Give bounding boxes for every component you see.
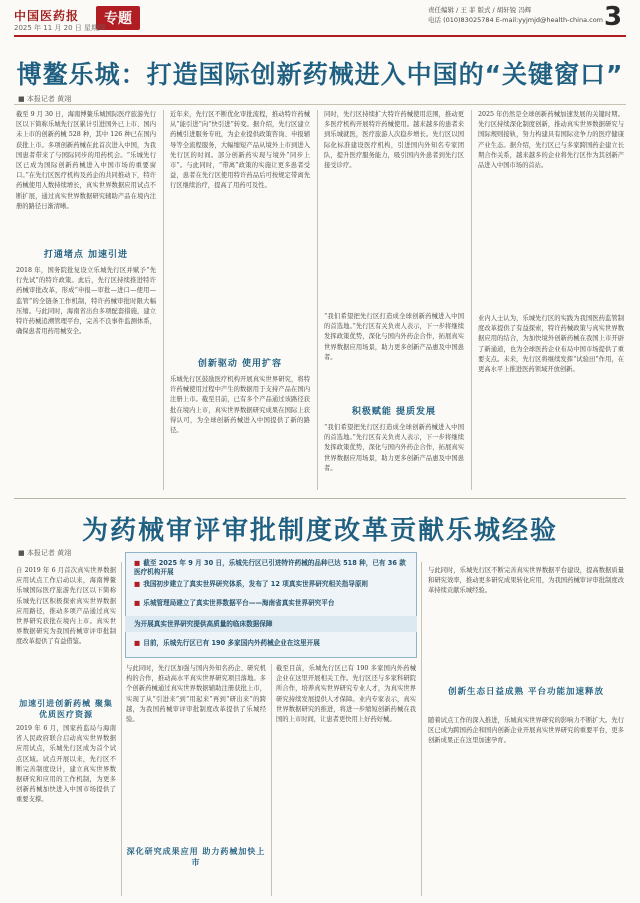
article1-subhead2: 创新驱动 使用扩容 [197, 359, 283, 369]
masthead [0, 0, 640, 36]
article2-subhead3: 创新生态日益成熟 平台功能加速释放 [448, 687, 604, 697]
article2-col4: 与此同时，乐城先行区不断完善真实世界数据平台建设，提高数据质量和研究效率，推动更多研究成果转化应用，为我国药械审评审批制度改革持续贡献乐城经验。 [428, 567, 624, 595]
page-number: 3 [604, 2, 623, 32]
editor-line: 责任编辑 / 王 菲 版式 / 胡轩锐 冯辉 [428, 6, 532, 14]
highlight-item: ■ 我国初步建立了真实世界研究体系，发布了 12 项真实世界研究相关指导原则 [134, 580, 368, 588]
masthead-rule [14, 35, 626, 37]
issue-date: 2025 年 11 月 20 日 星期四 [14, 24, 105, 32]
highlight-item: 为开展真实世界研究提供高质量的临床数据保障 [134, 620, 273, 628]
article2-col3: 截至目前，乐城先行区已有 190 多家国内外药械企业在这里开展相关工作。先行区还与多家科研院所合作，培养真实世界研究专业人才，为真实世界研究持续发展提供人才保障。业内专家表示，真实世界数据研究的推进，将进一步缩短创新药械在我国的上市时间，让患者更快用上好药好械。 [276, 665, 416, 724]
article1-col1b: 2018 年，国务院批复设立乐城先行区并赋予“先行先试”的特许政策。此后，先行区持续推进特许药械审批改革，形成“申报—审批—进口—使用—监管”的全链条工作机制，特许药械审批时限大幅压缩。与此同时，海南省出台多项配套措施，建立特许药械追溯管理平台，完善不良事件监测体系，确保患者用药用械安全。 [16, 267, 156, 336]
article1-col3: 同时，先行区持续扩大特许药械使用范围，推动更多医疗机构开展特许药械使用。越来越多的患者来到乐城就医，医疗旅游人次稳步增长。先行区以国际化标准建设医疗机构，引进国内外知名专家团队，提升医疗服务能力，吸引国内外患者到先行区接受诊疗。 [324, 111, 464, 170]
bullet-icon: ■ [134, 639, 141, 647]
bullet-icon: ■ [134, 599, 141, 607]
highlight-item: ■ 乐城管理局建立了真实世界数据平台——海南省真实世界研究平台 [134, 599, 335, 607]
article1-col4b: 业内人士认为，乐城先行区的实践为我国医药监管制度改革提供了有益探索，特许药械政策与真实世界数据应用的结合，为加快境外创新药械在我国上市开辟了新通道，也为全球医药企业布局中国市场提供了重要支点。未来，先行区将继续发挥“试验田”作用，在更高水平上推进医药领域开放创新。 [478, 315, 624, 374]
article2-col1: 自 2019 年 6 月首次真实世界数据应用试点工作启动以来，海南博鳌乐城国际医疗旅游先行区以下简称乐城先行区积极探索真实世界数据应用路径，推动多项产品通过真实世界研究获批在境内上市。真实世界数据研究为我国药械审评审批制度改革提供了有益借鉴。 [16, 567, 116, 646]
column-rule [421, 562, 422, 896]
article1-col2b: 乐城先行区鼓励医疗机构开展真实世界研究，将特许药械使用过程中产生的数据用于支持产品在国内注册上市。截至目前，已有多个产品通过该路径获批在境内上市，真实世界数据研究成果在国际上获得认可，为全球创新药械进入中国提供了新的路径。 [170, 376, 310, 435]
column-rule [317, 110, 318, 490]
article1-col4: 2025 年仍然是全球创新药械加速发展的关键时期。先行区持续深化制度创新，推动真实世界数据研究与国际规则接轨，努力构建具有国际竞争力的医疗健康产业生态。据介绍，先行区已与多家跨国药企建立长期合作关系，越来越多的企业将先行区作为其创新产品进入中国市场的首站。 [478, 111, 624, 170]
article1-byline: ■ 本报记者 黄翊 [18, 95, 72, 103]
article1-subhead1: 打通堵点 加速引进 [43, 250, 129, 260]
byline-rule [14, 104, 626, 105]
article2-subhead2: 深化研究成果应用 助力药械加快上市 [126, 847, 266, 867]
column-rule [471, 110, 472, 490]
contact-line: 电话 (010)83025784 E-mail:yyjmjd@health-china.com [428, 16, 603, 24]
article1-col3c: “我们希望把先行区打造成全球创新药械进入中国的首选地。”先行区有关负责人表示，下一步将继续发挥政策优势，深化与国内外药企合作，拓展真实世界数据应用场景，助力更多创新产品惠及中国患者。 [324, 424, 464, 472]
article2-headline: 为药械审评审批制度改革贡献乐城经验 [81, 516, 558, 546]
section-tag: 专题 [96, 6, 140, 30]
article2-col4b: 随着试点工作的深入推进，乐城真实世界研究的影响力不断扩大。先行区已成为跨国药企和国内创新企业开展真实世界研究的重要平台，更多创新成果正在这里加速孕育。 [428, 717, 624, 745]
article1-subhead3: 积极赋能 提质发展 [351, 407, 437, 417]
column-rule [121, 562, 122, 896]
highlight-item: ■ 截至 2025 年 9 月 30 日，乐城先行区已引进特许药械的品种已达 518 种，已有 36 款医疗机构开展 [134, 559, 406, 576]
article2-byline: ■ 本报记者 黄翊 [18, 549, 72, 557]
column-rule [163, 110, 164, 490]
bullet-icon: ■ [134, 559, 141, 567]
article1-col1: 截至 9 月 30 日，海南博鳌乐城国际医疗旅游先行区以下简称乐城先行区累计引进国外已上市、国内未上市的创新药械 528 种，其中 126 种已在国内获批上市。多项创新药械在此首次进入中国，为我国患者带来了与国际同步的用药机会。“乐城先行区已成为国际创新药械进入中国市场的重要窗口。”在先行区医疗机构及药企的共同推动下，特许药械使用人数持续增长，真实世界数据应用试点不断扩展，通过真实世界数据研究辅助产品在境内注册的路径日渐清晰。 [16, 111, 156, 210]
newspaper-logo: 中国医药报 [14, 9, 80, 23]
article2-col2: 与此同时，先行区加强与国内外知名药企、研究机构的合作，推动高水平真实世界研究项目落地。多个创新药械通过真实世界数据辅助注册获批上市，实现了从“引进来”到“用起来”再到“研出来”的跨越，为我国药械审评审批制度改革提供了乐城经验。 [126, 665, 266, 724]
bullet-icon: ■ [134, 580, 141, 588]
editor-info [428, 5, 603, 25]
highlight-item: ■ 目前，乐城先行区已有 190 多家国内外药械企业在这里开展 [134, 639, 320, 647]
article1-headline: 博鳌乐城：打造国际创新药械进入中国的“关键窗口” [16, 60, 624, 89]
article-separator [14, 498, 626, 499]
highlights-box [125, 552, 417, 658]
article1-col3b: “我们希望把先行区打造成全球创新药械进入中国的首选地。”先行区有关负责人表示，下一步将继续发挥政策优势，深化与国内外药企合作，拓展真实世界数据应用场景，助力更多创新产品惠及中国患者。 [324, 313, 464, 361]
article2-col1b: 2019 年 6 月，国家药监局与海南省人民政府联合启动真实世界数据应用试点，乐城先行区成为首个试点区域。试点开展以来，先行区不断完善制度设计，建立真实世界数据研究和应用的工作机制，为更多创新药械加快进入中国市场提供了重要支撑。 [16, 725, 116, 804]
article1-col2: 近年来，先行区不断优化审批流程，推动特许药械从“能引进”向“快引进”转变。据介绍，先行区建立药械引进服务专班，为企业提供政策咨询、申报辅导等全流程服务，大幅缩短产品从境外上市到进入先行区的时间。部分创新药实现与境外“同步上市”。与此同时，“带离”政策的实施让更多患者受益，患者在先行区使用特许药品后可按规定带离先行区继续治疗，提高了用药可及性。 [170, 111, 310, 190]
article2-subhead1: 加速引进创新药械 聚集优质医疗资源 [19, 699, 113, 719]
column-rule [271, 664, 272, 896]
